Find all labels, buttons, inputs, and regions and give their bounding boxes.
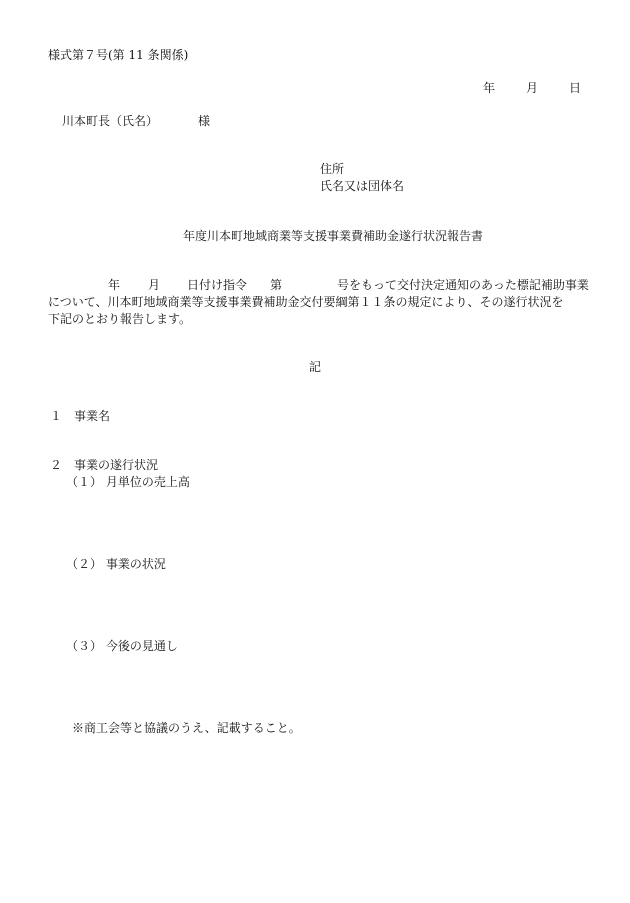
body-year: 年 <box>108 278 121 292</box>
date-month-label: 月 <box>526 81 539 95</box>
body-line-1 <box>48 277 588 294</box>
section-business-name: １ 事業名 <box>50 409 111 423</box>
date-line <box>483 82 583 96</box>
body-month: 月 <box>148 278 161 292</box>
body-line-1-rest: 号をもって交付決定通知のあった標記補助事業 <box>337 278 589 292</box>
report-title: 年度川本町地域商業等支援事業費補助金遂行状況報告書 <box>183 229 484 243</box>
applicant-name-label: 氏名又は団体名 <box>320 179 405 193</box>
body-designation: 日付け指令 <box>187 278 248 292</box>
section-progress-status: ２ 事業の遂行状況 <box>50 458 159 472</box>
subsection-outlook: （３） 今後の見通し <box>66 639 178 653</box>
date-year-label: 年 <box>483 81 496 95</box>
body-number-prefix: 第 <box>270 278 283 292</box>
body-line-2-text: について、川本町地域商業等支援事業費補助金交付要綱第１１条の規定により、その遂行状況を <box>48 295 564 309</box>
body-paragraph <box>48 277 588 328</box>
body-line-2 <box>48 294 588 311</box>
subsection-business-status: （２） 事業の状況 <box>66 557 166 571</box>
body-line-3-text: 下記のとおり報告します。 <box>48 312 192 326</box>
subsection-monthly-sales: （１） 月単位の売上高 <box>66 475 190 489</box>
recipient-suffix: 様 <box>198 114 211 128</box>
recipient: 川本町長（氏名） <box>62 114 159 128</box>
body-line-3 <box>48 311 588 328</box>
form-number: 様式第７号(第 11 条関係) <box>48 48 189 62</box>
ki-heading: 記 <box>309 360 322 374</box>
note: ※商工会等と協議のうえ、記載すること。 <box>72 721 301 735</box>
applicant-address-label: 住所 <box>320 162 345 176</box>
date-day-label: 日 <box>569 81 582 95</box>
